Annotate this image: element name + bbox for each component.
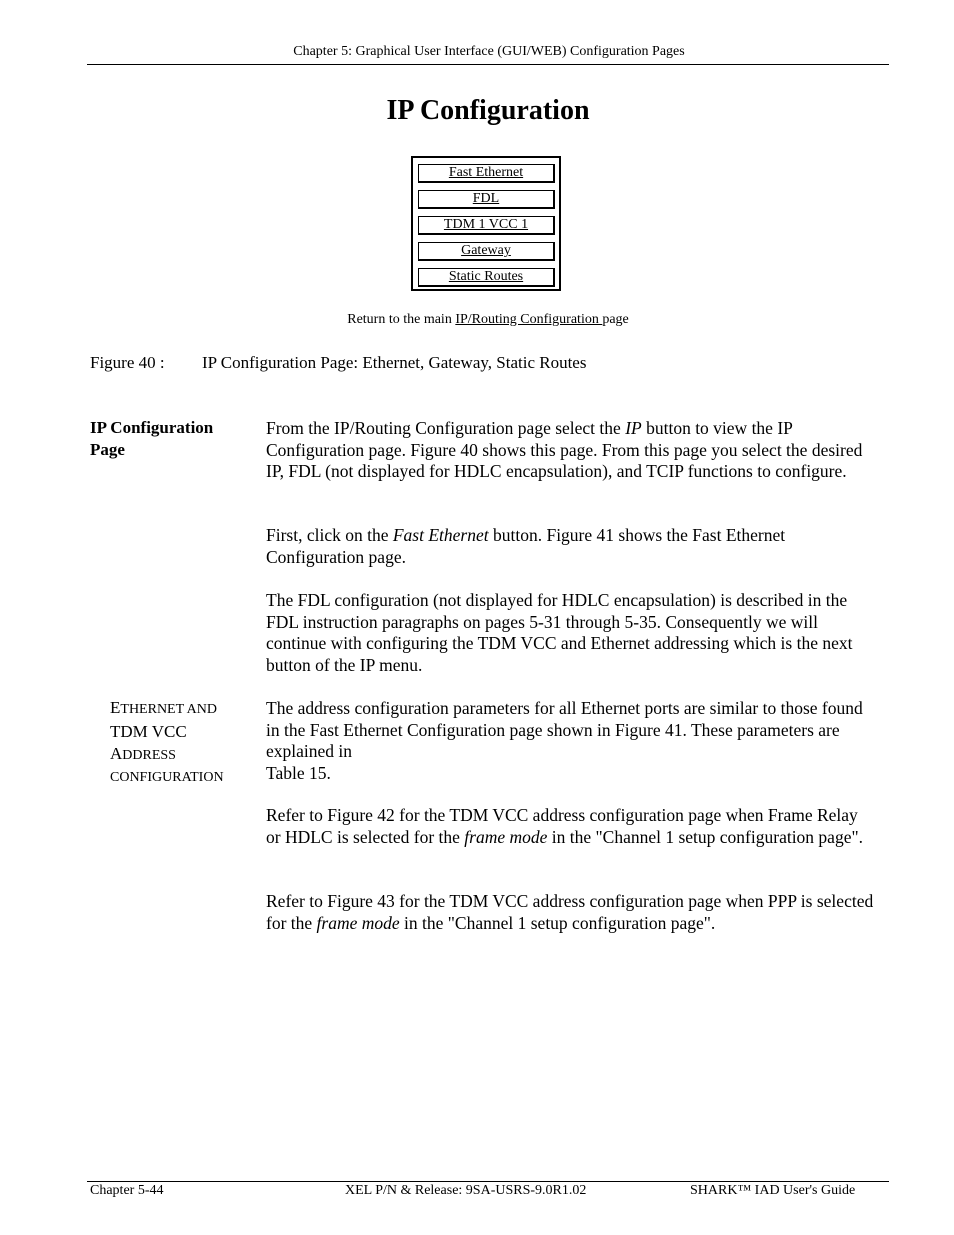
tdm-vcc-button[interactable]: TDM 1 VCC 1: [418, 216, 555, 235]
subsection-heading: [110, 697, 250, 789]
return-suffix: page: [602, 312, 629, 327]
subsection-heading-line: [110, 697, 250, 721]
emphasis: Fast Ethernet: [392, 525, 489, 545]
subsection-heading-line: CONFIGURATION: [110, 770, 224, 785]
figure-label: Figure 40 :: [90, 353, 165, 372]
gateway-button[interactable]: Gateway: [418, 242, 555, 261]
ip-menu-frame: [411, 156, 561, 291]
fast-ethernet-button[interactable]: Fast Ethernet: [418, 164, 555, 183]
emphasis: frame mode: [464, 826, 548, 847]
paragraph: [266, 805, 876, 848]
paragraph: The address configuration parameters for all Ethernet ports are similar to those found in the Fast Ethernet Configuration page shown in Figure 41. These parameters are explained in: [266, 698, 863, 761]
footer-release: XEL P/N & Release: 9SA-USRS-9.0R1.02: [345, 1183, 587, 1198]
subsection-heading-line: [110, 743, 250, 767]
emphasis: frame mode: [316, 912, 400, 933]
static-routes-button[interactable]: Static Routes: [418, 268, 555, 287]
paragraph: [266, 891, 876, 934]
fdl-button[interactable]: FDL: [418, 190, 555, 209]
text-run: button to view the IP Configuration page. Figure 40 shows this page. From this page you select the desired IP, FDL (not displayed for HDLC encapsulation), and TCIP functions to configure.: [266, 418, 863, 481]
text-run: From the IP/Routing Configuration page select the: [266, 418, 626, 438]
text-run: button. Figure 41 shows the Fast Ethernet Configuration page.: [266, 525, 786, 567]
text-run: E: [110, 698, 121, 717]
subsection-body: [266, 698, 876, 784]
footer-rule: [87, 1181, 889, 1182]
section-body-2: [266, 525, 876, 568]
header-rule: [87, 64, 889, 65]
subsection-body-3: [266, 891, 876, 934]
paragraph: The FDL configuration (not displayed for HDLC encapsulation) is described in the FDL instruction paragraphs on pages 5-31 through 5-35. Consequently we will continue with configuring the TDM VCC and Ethernet addressing which is the next button of the IP menu.: [266, 590, 853, 675]
running-header: Chapter 5: Graphical User Interface (GUI/WEB) Configuration Pages: [293, 44, 685, 59]
emphasis: IP: [625, 418, 642, 438]
text-run: in the "Channel 1 setup configuration page".: [399, 912, 716, 933]
text-run: in the "Channel 1 setup configuration page".: [547, 826, 863, 847]
text-run: First, click on the: [266, 525, 393, 545]
subsection-body-2: [266, 805, 876, 848]
subsection-heading-line: TDM VCC: [110, 722, 187, 741]
figure-caption-text: IP Configuration Page: Ethernet, Gateway, Static Routes: [202, 353, 587, 372]
section-body: [266, 418, 876, 483]
footer-page-number: Chapter 5-44: [90, 1183, 164, 1198]
text-run: Refer to Figure 43 for the TDM VCC address configuration page when PPP is selected for the: [266, 891, 874, 933]
text-run: THERNET AND: [120, 702, 217, 717]
paragraph: [266, 525, 876, 568]
text-run: Refer to Figure 42 for the TDM VCC address configuration page when Frame Relay or HDLC is selected for the: [266, 805, 858, 847]
ip-routing-config-link[interactable]: IP/Routing Configuration: [455, 312, 603, 327]
page-title: IP Configuration: [386, 95, 590, 126]
text-run: DDRESS: [122, 748, 176, 763]
section-body-3: [266, 590, 876, 676]
paragraph: [266, 418, 876, 483]
return-prefix: Return to the main: [347, 312, 456, 327]
paragraph: Table 15.: [266, 762, 331, 783]
footer-guide-title: SHARK™ IAD User's Guide: [690, 1183, 856, 1198]
text-run: A: [110, 744, 123, 763]
section-heading: IP Configuration Page: [90, 418, 214, 459]
return-line: [0, 312, 954, 328]
